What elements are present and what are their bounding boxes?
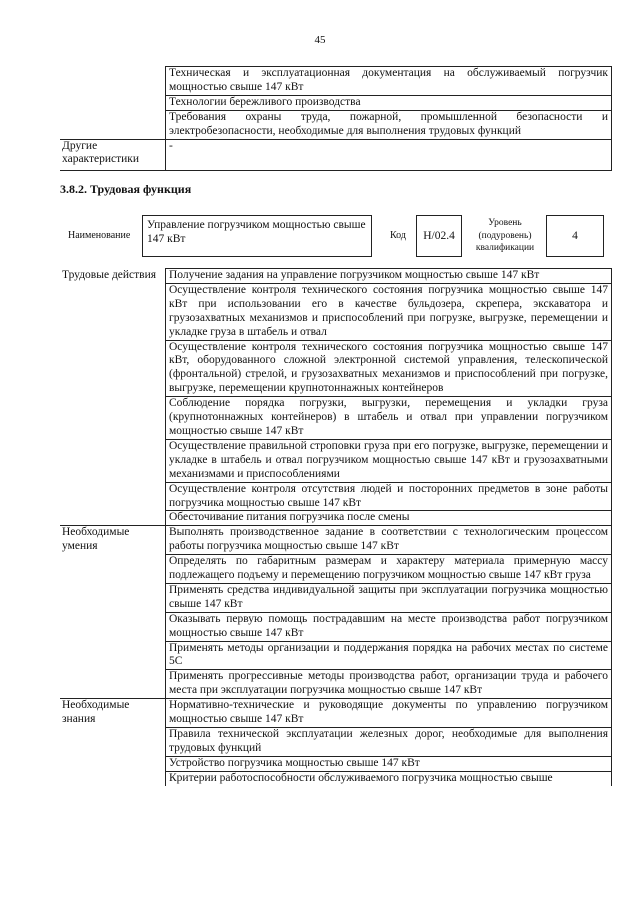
name-label: Наименование <box>68 230 131 241</box>
function-name-box: Управление погрузчиком мощностью свыше 147 кВт <box>142 215 372 257</box>
qualification-level-label: Уровень (подуровень) квалификации <box>475 218 535 253</box>
knowledge-item: Нормативно-технические и руководящие документы по управлению погрузчиком мощностью свыше 147 кВт <box>166 699 612 728</box>
function-requirements-table <box>60 268 612 786</box>
knowledge-label-continued <box>60 67 166 96</box>
function-header <box>60 213 612 259</box>
labor-action-item: Обесточивание питания погрузчика после смены <box>166 511 612 526</box>
skill-item: Оказывать первую помощь пострадавшим на месте производства работ погрузчиком мощностью свыше 147 кВт <box>166 612 612 641</box>
knowledge-item: Требования охраны труда, пожарной, промышленной безопасности и электробезопасности, необходимые для выполнения трудовых функций <box>166 110 612 139</box>
skill-item: Применять методы организации и поддержания порядка на рабочих местах по системе 5С <box>166 641 612 670</box>
skill-item: Применять средства индивидуальной защиты при эксплуатации погрузчика мощностью свыше 147 кВт <box>166 583 612 612</box>
qualification-level-box: 4 <box>546 215 604 257</box>
function-code-box: H/02.4 <box>416 215 462 257</box>
other-characteristics-label: Другие характеристики <box>60 139 166 170</box>
labor-action-item: Получение задания на управление погрузчиком мощностью свыше 147 кВт <box>166 269 612 284</box>
knowledge-item: Устройство погрузчика мощностью свыше 147 кВт <box>166 756 612 771</box>
labor-action-item: Осуществление контроля отсутствия людей и посторонних предметов в зоне работы погрузчика мощностью свыше 147 кВт <box>166 482 612 511</box>
knowledge-item: Критерии работоспособности обслуживаемого погрузчика мощностью свыше <box>166 771 612 785</box>
knowledge-item: Правила технической эксплуатации железных дорог, необходимые для выполнения трудовых функций <box>166 728 612 757</box>
labor-action-item: Осуществление контроля технического состояния погрузчика мощностью свыше 147 кВт, оборудованного сложной электронной системой управления, телескопической (фронтальной) стрелой, и грузозахватных механизмов и приспособлений при погрузке, выгрузке, перемещении крупнотоннажных контейнеров <box>166 340 612 397</box>
page-number: 45 <box>314 34 326 46</box>
other-characteristics-value: - <box>166 139 612 170</box>
labor-action-item: Соблюдение порядка погрузки, выгрузки, перемещения и укладки груза (крупнотоннажных контейнеров) в штабель и отвал при управлении погрузчиком мощностью свыше 147 кВт <box>166 397 612 440</box>
required-skills-label: Необходимые умения <box>60 526 166 555</box>
labor-action-item: Осуществление правильной строповки груза при его погрузке, выгрузке, перемещении и укладке в штабель и отвал погрузчиком мощностью свыше 147 кВт и грузозахватными механизмами и приспособлениями <box>166 439 612 482</box>
skill-item: Выполнять производственное задание в соответствии с технологическим процессом работы погрузчика мощностью свыше 147 кВт <box>166 526 612 555</box>
knowledge-item: Технологии бережливого производства <box>166 95 612 110</box>
skill-item: Определять по габаритным размерам и характеру материала примерную массу подлежащего подъему и перемещению погрузчиком мощностью свыше 147 кВт груза <box>166 555 612 584</box>
labor-actions-label: Трудовые действия <box>62 268 157 281</box>
required-knowledge-label: Необходимые знания <box>60 699 166 728</box>
knowledge-item: Техническая и эксплуатационная документация на обслуживаемый погрузчик мощностью свыше 147 кВт <box>166 67 612 96</box>
code-label: Код <box>390 230 406 241</box>
labor-action-item: Осуществление контроля технического состояния погрузчика мощностью свыше 147 кВт при использовании его в качестве бульдозера, скрепера, экскаватора и грузозахватных механизмов и приспособлений при погрузке, выгрузке, перемещении и укладке груза в штабель и отвал <box>166 283 612 340</box>
skill-item: Применять прогрессивные методы производства работ, организации труда и рабочего места при эксплуатации погрузчика мощностью свыше 147 кВт <box>166 670 612 699</box>
section-title: 3.8.2. Трудовая функция <box>60 182 192 196</box>
previous-function-table <box>60 66 612 171</box>
